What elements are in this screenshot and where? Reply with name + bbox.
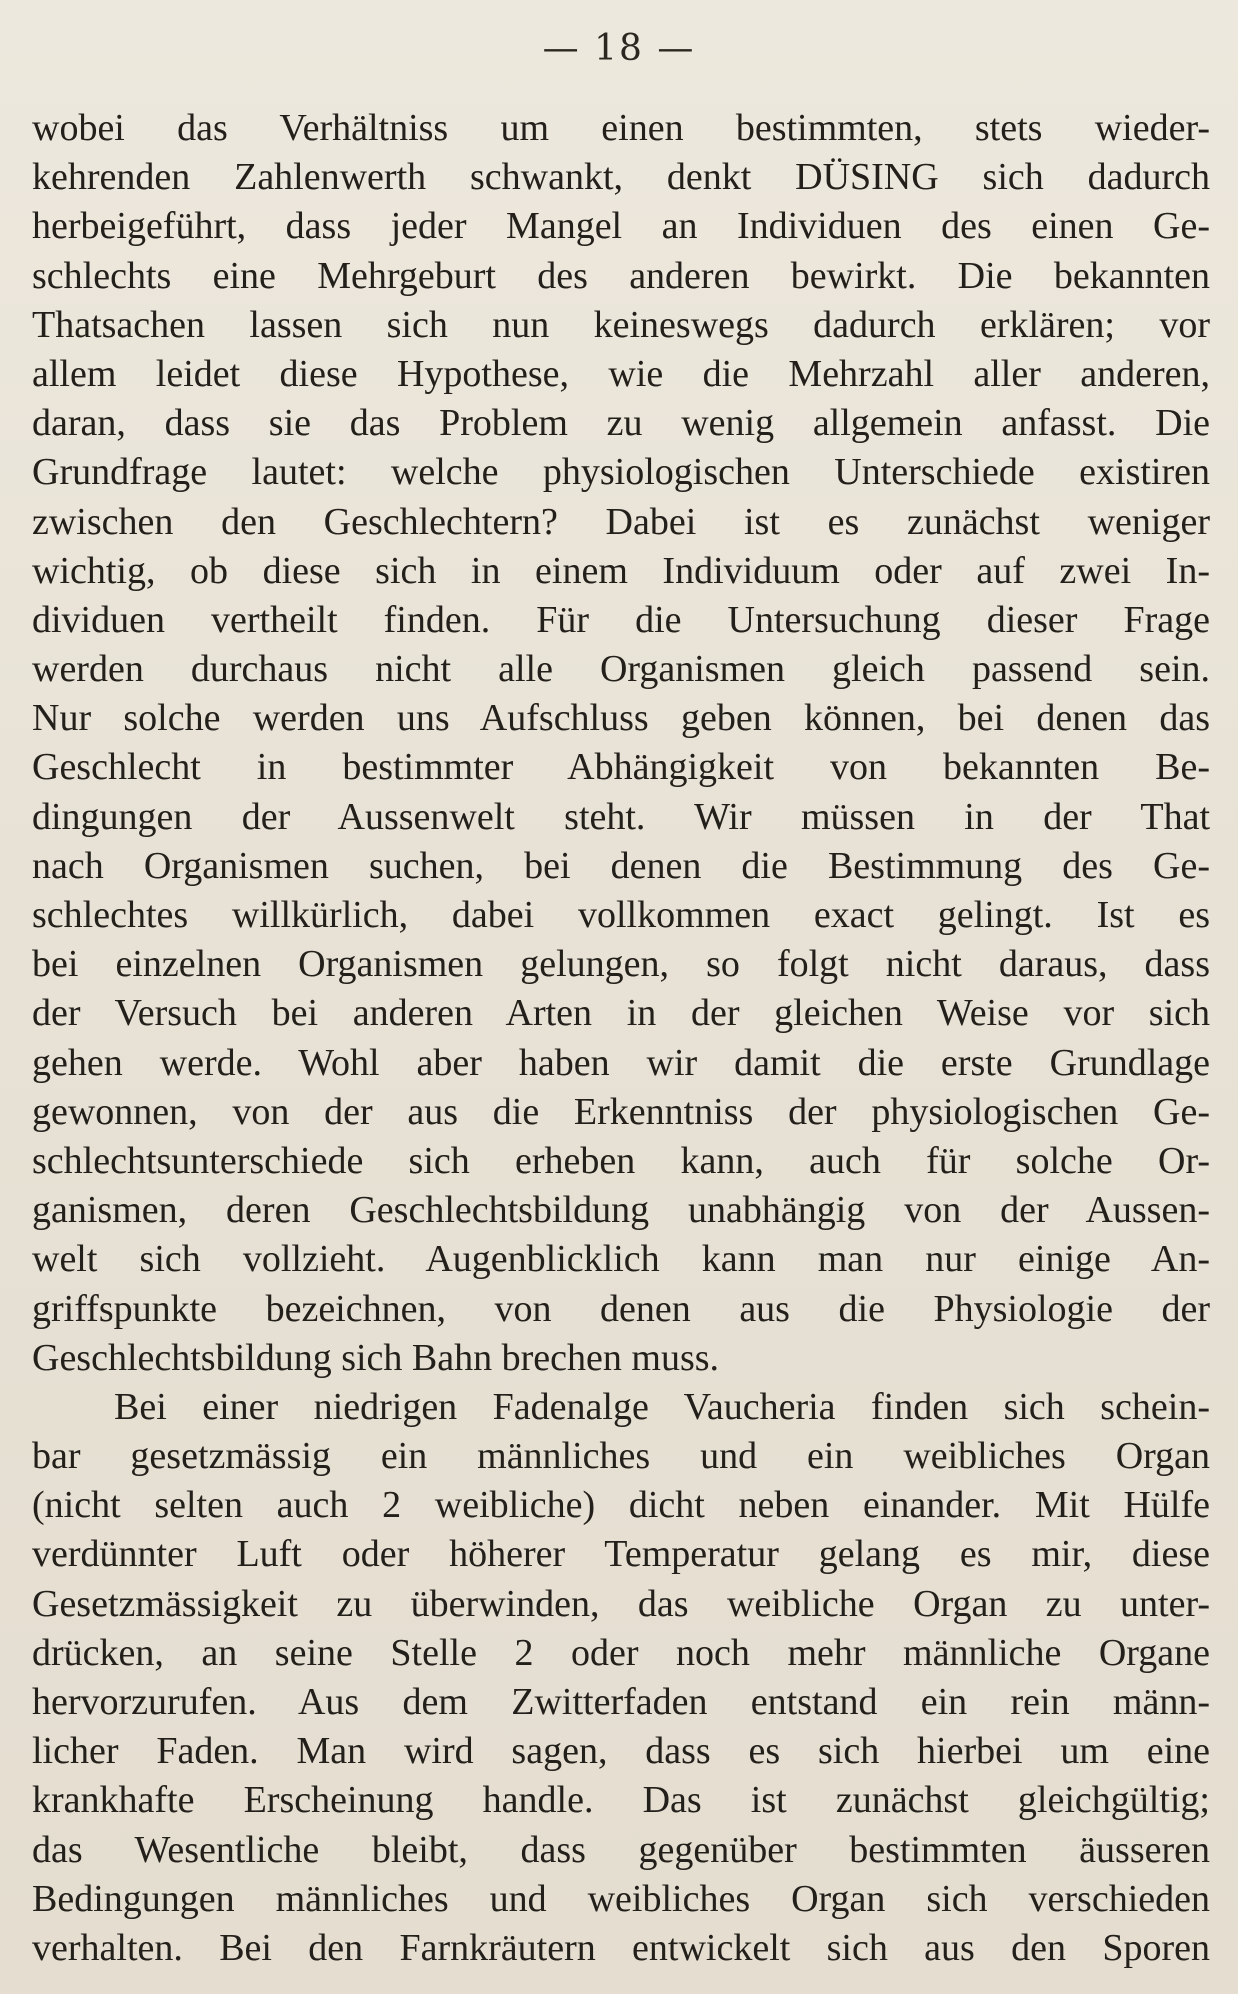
text-line: allem leidet diese Hypothese, wie die Mehrzahl aller anderen, <box>32 352 1210 395</box>
text-line: Geschlecht in bestimmter Abhängigkeit von bekannten Be- <box>32 746 1210 789</box>
text-line: werden durchaus nicht alle Organismen gleich passend sein. <box>32 648 1210 691</box>
text-line: dingungen der Aussenwelt steht. Wir müssen in der That <box>32 795 1210 838</box>
text-line: licher Faden. Man wird sagen, dass es sich hierbei um eine <box>32 1730 1210 1773</box>
text-line: Gesetzmässigkeit zu überwinden, das weibliche Organ zu unter- <box>32 1582 1210 1625</box>
text-line: zwischen den Geschlechtern? Dabei ist es zunächst weniger <box>32 500 1210 543</box>
text-line: wobei das Verhältniss um einen bestimmten, stets wieder- <box>32 107 1210 149</box>
text-line: nach Organismen suchen, bei denen die Bestimmung des Ge- <box>32 844 1210 887</box>
text-line: hervorzurufen. Aus dem Zwitterfaden entstand ein rein männ- <box>32 1681 1210 1723</box>
text-line: dividuen vertheilt finden. Für die Untersuchung dieser Frage <box>32 598 1210 641</box>
text-line: ganismen, deren Geschlechtsbildung unabhängig von der Aussen- <box>32 1189 1210 1232</box>
text-line: griffspunkte bezeichnen, von denen aus die Physiologie der <box>32 1287 1210 1330</box>
text-line: Nur solche werden uns Aufschluss geben können, bei denen das <box>32 697 1210 740</box>
text-line: Bedingungen männliches und weibliches Organ sich verschieden <box>32 1877 1210 1920</box>
body-text <box>32 104 1210 1973</box>
text-line: das Wesentliche bleibt, dass gegenüber bestimmten äusseren <box>32 1828 1210 1871</box>
text-line: wichtig, ob diese sich in einem Individuum oder auf zwei In- <box>32 549 1210 592</box>
text-line: drücken, an seine Stelle 2 oder noch mehr männliche Organe <box>32 1631 1210 1674</box>
text-line: verhalten. Bei den Farnkräutern entwickelt sich aus den Sporen <box>32 1926 1210 1969</box>
text-line: schlechtes willkürlich, dabei vollkommen exact gelingt. Ist es <box>32 894 1210 936</box>
text-line: Thatsachen lassen sich nun keineswegs dadurch erklären; vor <box>32 303 1210 346</box>
text-line: Geschlechtsbildung sich Bahn brechen muss. <box>32 1336 720 1379</box>
text-line: Bei einer niedrigen Fadenalge Vaucheria finden sich schein- <box>114 1385 1210 1428</box>
text-line: schlechts eine Mehrgeburt des anderen bewirkt. Die bekannten <box>32 254 1210 297</box>
text-line: Grundfrage lautet: welche physiologischen Unterschiede existiren <box>32 451 1210 494</box>
text-line: verdünnter Luft oder höherer Temperatur gelang es mir, diese <box>32 1533 1210 1576</box>
text-line: gewonnen, von der aus die Erkenntniss der physiologischen Ge- <box>32 1090 1210 1133</box>
paragraph-2 <box>32 1383 1210 1973</box>
text-line: bei einzelnen Organismen gelungen, so folgt nicht daraus, dass <box>32 943 1210 986</box>
text-line: der Versuch bei anderen Arten in der gleichen Weise vor sich <box>32 992 1210 1035</box>
text-line: kehrenden Zahlenwerth schwankt, denkt DÜSING sich dadurch <box>32 156 1210 199</box>
text-line: daran, dass sie das Problem zu wenig allgemein anfasst. Die <box>32 402 1210 445</box>
text-line: herbeigeführt, dass jeder Mangel an Individuen des einen Ge- <box>32 205 1210 248</box>
text-line: krankhafte Erscheinung handle. Das ist zunächst gleichgültig; <box>32 1779 1210 1822</box>
paragraph-1 <box>32 104 1210 1383</box>
text-line: welt sich vollzieht. Augenblicklich kann man nur einige An- <box>32 1238 1210 1281</box>
text-line: gehen werde. Wohl aber haben wir damit die erste Grundlage <box>32 1041 1210 1084</box>
text-line: schlechtsunterschiede sich erheben kann, auch für solche Or- <box>32 1139 1210 1182</box>
text-line: (nicht selten auch 2 weibliche) dicht neben einander. Mit Hülfe <box>32 1484 1210 1527</box>
text-line: bar gesetzmässig ein männliches und ein weibliches Organ <box>32 1435 1210 1478</box>
page-number: — 18 — <box>542 28 696 69</box>
